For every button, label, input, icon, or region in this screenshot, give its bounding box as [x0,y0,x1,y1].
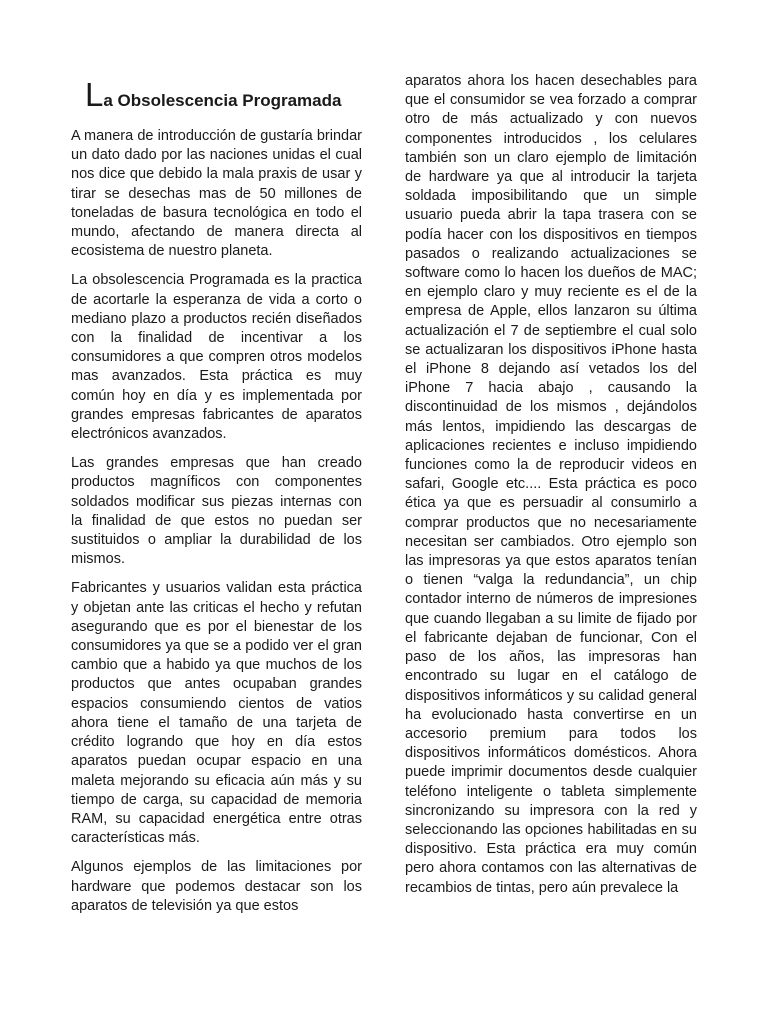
paragraph-continuation: aparatos ahora los hacen desechables para que el consumidor se vea forzado a comprar otro de más actualizado y con nuevos componentes introducidos , los celulares también son un claro ejemplo de limitación de hardware ya que al introducir la tarjeta soldada imposibilitando que un simple usuario pueda abrir la tapa trasera con se podía hacer con los dispositivos en tiempos pasados o realizando actualizaciones se software como lo hacen los dueños de MAC; en ejemplo claro y muy reciente es el de la empresa de Apple, ellos lanzaron su última actualización el 7 de septiembre el cual solo se actualizaran los dispositivos iPhone hasta el iPhone 8 dejando así vetados los del iPhone 7 hacia abajo , causando la discontinuidad de los mismos , dejándolos más lentos, impidiendo las descargas de aplicaciones recientes e incluso impidiendo funciones como la de reproducir videos en safari, Google etc.... Esta práctica es poco ética ya que es persuadir al consumirlo a comprar productos que no necesariamente necesitan ser cambiados. Otro ejemplo son las impresoras ya que estos aparatos tenían o tienen “valga la redundancia”, un chip contador interno de números de impresiones que cuando llegaban a su limite de fijado por el fabricante dejaban de funcionar, Con el paso de los años, las impresoras han encontrado su lugar en el catálogo de dispositivos informáticos y su calidad general ha evolucionado hasta convertirse en un accesorio premium para todos los dispositivos informáticos domésticos. Ahora puede imprimir documentos desde cualquier teléfono inteligente o tableta simplemente sincronizando su impresora con la red y seleccionando las opciones habilitadas en su dispositivo. Esta práctica era muy común pero ahora contamos con las alternativas de recambios de tintas, pero aún prevalece la [405,73,697,896]
paragraph-soldered-components: Las grandes empresas que han creado productos magníficos con componentes soldados modificar sus piezas internas con la finalidad de que estos no puedan ser sustituidos o ampliar la durabilidad de los mismos. [71,455,362,568]
paragraph-intro: A manera de introducción de gustaría brindar un dato dado por las naciones unidas el cual nos dice que debido la mala praxis de usar y tirar se desechas mas de 50 millones de toneladas de basura tecnológica en todo el mundo, afectando de manera directa al ecosistema de nuestro planeta. [71,128,362,260]
paragraph-manufacturers-justification: Fabricantes y usuarios validan esta práctica y objetan ante las criticas el hecho y refutan asegurando que es por el bienestar de los consumidores ya que se a podido ver el gran cambio que a habido ya que muchos de los productos que antes ocupaban grandes espacios consumiendo cientos de vatios ahora tiene el tamaño de una tarjeta de crédito logrando que hoy en día estos aparatos puedan ocupar espacio en una maleta mejorando su eficacia aún más y su tiempo de carga, su capacidad de memoria RAM, su capacidad energética entre otras características más. [71,580,362,847]
right-column [405,72,697,898]
title-drop-cap: L [85,76,104,113]
page-title [71,78,362,119]
paragraph-hardware-examples: Algunos ejemplos de las limitaciones por hardware que podemos destacar son los aparatos de televisión ya que estos [71,859,362,914]
left-column [71,78,362,926]
title-text: a Obsolescencia Programada [103,91,342,110]
paragraph-definition: La obsolescencia Programada es la practica de acortarle la esperanza de vida a corto o mediano plazo a productos recién diseñados con la finalidad de incentivar a los consumidores a que compren otros modelos mas avanzados. Esta práctica es muy común hoy en día y es implementada por grandes empresas fabricantes de aparatos electrónicos avanzados. [71,272,362,443]
